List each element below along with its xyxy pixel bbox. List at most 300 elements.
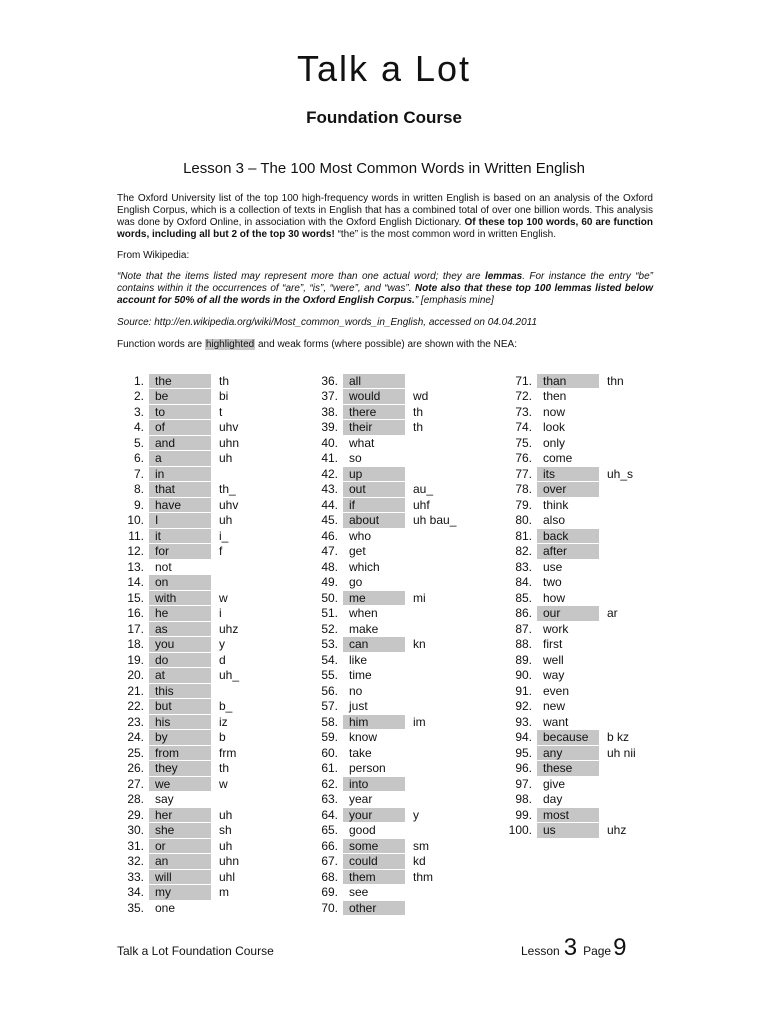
word-row <box>496 652 636 668</box>
word-rank: 18. <box>127 637 144 652</box>
word-row <box>302 869 456 885</box>
word-row <box>108 730 239 746</box>
word-row <box>496 435 636 451</box>
word-rank: 91. <box>515 683 532 698</box>
function-word: you <box>149 637 211 652</box>
weak-form: i <box>219 606 222 621</box>
word-row <box>108 451 239 467</box>
page-title: Talk a Lot <box>296 48 472 89</box>
word-rank: 84. <box>515 575 532 590</box>
word-row <box>496 451 636 467</box>
content-word: come <box>543 451 573 465</box>
word-row <box>302 668 456 684</box>
function-word: he <box>149 606 211 621</box>
word-row <box>302 606 456 622</box>
function-word: could <box>343 854 405 869</box>
word-row <box>108 513 239 529</box>
word-row <box>108 482 239 498</box>
word-row <box>108 621 239 637</box>
content-word: person <box>349 761 386 775</box>
word-rank: 12. <box>127 544 144 559</box>
word-rank: 76. <box>515 451 532 466</box>
word-row <box>108 606 239 622</box>
word-rank: 55. <box>321 668 338 683</box>
word-row <box>302 590 456 606</box>
function-word: she <box>149 823 211 838</box>
weak-form: im <box>413 714 426 729</box>
word-row <box>108 590 239 606</box>
word-rank: 85. <box>515 590 532 605</box>
word-row <box>108 544 239 560</box>
quote-text-2: . For instance the entry “be” contains within it the occurrences of “are”, “is”, “were”, and “was”. <box>117 271 653 294</box>
content-word: work <box>543 621 569 636</box>
weak-form: thn <box>607 373 624 388</box>
content-word: day <box>543 792 563 806</box>
word-column-2 <box>302 373 456 916</box>
word-rank: 37. <box>321 389 338 404</box>
word-row <box>302 466 456 482</box>
content-word: just <box>349 699 368 713</box>
word-row <box>302 451 456 467</box>
word-row <box>108 683 239 699</box>
content-word: look <box>543 420 566 434</box>
wikipedia-quote <box>117 271 653 307</box>
content-word: know <box>349 730 378 744</box>
word-rank: 1. <box>133 373 144 388</box>
content-word: use <box>543 559 563 574</box>
word-rank: 47. <box>321 544 338 559</box>
word-rank: 2. <box>133 389 144 404</box>
word-row <box>302 761 456 777</box>
word-rank: 9. <box>133 497 144 512</box>
word-row <box>108 699 239 715</box>
word-rank: 70. <box>321 900 338 915</box>
function-word: on <box>149 575 211 590</box>
weak-form: frm <box>219 745 237 760</box>
quote-text-1: “Note that the items listed may represent more than one actual word; they are <box>117 271 485 282</box>
word-rank: 49. <box>321 575 338 590</box>
weak-form: f <box>219 544 223 559</box>
function-word: can <box>343 637 405 652</box>
word-rank: 38. <box>321 404 338 419</box>
content-word: see <box>349 885 369 899</box>
function-word: but <box>149 699 211 714</box>
word-row <box>496 559 636 575</box>
function-word: an <box>149 854 211 869</box>
word-row <box>496 621 636 637</box>
word-row <box>302 900 456 916</box>
word-rank: 58. <box>321 714 338 729</box>
content-word: get <box>349 544 366 558</box>
word-row <box>496 544 636 560</box>
weak-form: au_ <box>413 482 434 497</box>
word-rank: 63. <box>321 792 338 807</box>
intro-text-2: “the” is the most common word in written English. <box>334 229 556 240</box>
word-row <box>302 544 456 560</box>
word-row <box>302 559 456 575</box>
weak-form: uh bau_ <box>413 513 457 528</box>
word-row <box>108 807 239 823</box>
footer-page-number: 9 <box>613 934 627 961</box>
word-row <box>108 792 239 808</box>
weak-form: uhn <box>219 435 240 450</box>
word-rank: 42. <box>321 466 338 481</box>
word-row <box>302 482 456 498</box>
word-rank: 39. <box>321 420 338 435</box>
function-word: him <box>343 715 405 730</box>
function-word: any <box>537 746 599 761</box>
weak-form: b kz <box>607 730 630 745</box>
weak-form: y <box>219 637 225 652</box>
word-row <box>108 497 239 513</box>
content-word: time <box>349 668 372 682</box>
function-word: my <box>149 885 211 900</box>
content-word: give <box>543 776 566 791</box>
weak-form: uhz <box>607 823 627 838</box>
word-row <box>108 559 239 575</box>
word-row <box>496 761 636 777</box>
word-rank: 34. <box>127 885 144 900</box>
word-column-3 <box>496 373 636 838</box>
note-highlight-sample: highlighted <box>205 339 255 350</box>
word-row <box>108 714 239 730</box>
word-rank: 53. <box>321 637 338 652</box>
word-rank: 31. <box>127 838 144 853</box>
word-rank: 96. <box>515 761 532 776</box>
word-rank: 27. <box>127 776 144 791</box>
footer-page-label: Page <box>583 944 612 958</box>
word-rank: 69. <box>321 885 338 900</box>
word-rank: 28. <box>127 792 144 807</box>
function-word: their <box>343 420 405 435</box>
word-row <box>302 389 456 405</box>
word-rank: 66. <box>321 838 338 853</box>
function-word: to <box>149 405 211 420</box>
content-word: then <box>543 389 567 403</box>
word-rank: 81. <box>515 528 532 543</box>
word-rank: 78. <box>515 482 532 497</box>
word-row <box>302 745 456 761</box>
weak-form: uh <box>219 807 233 822</box>
word-rank: 41. <box>321 451 338 466</box>
word-row <box>496 668 636 684</box>
function-word: at <box>149 668 211 683</box>
weak-form: uh <box>219 838 233 853</box>
from-label: From Wikipedia: <box>117 250 190 261</box>
content-word: take <box>349 745 372 760</box>
intro-paragraph <box>117 193 653 241</box>
content-word: go <box>349 575 363 589</box>
content-word: new <box>543 699 566 713</box>
word-row <box>496 420 636 436</box>
word-row <box>108 745 239 761</box>
word-rank: 72. <box>515 389 532 404</box>
weak-form: th <box>219 373 230 388</box>
word-rank: 62. <box>321 776 338 791</box>
function-word: and <box>149 436 211 451</box>
word-rank: 32. <box>127 854 144 869</box>
word-rank: 14. <box>127 575 144 590</box>
word-row <box>108 885 239 901</box>
function-word: that <box>149 482 211 497</box>
weak-form: b_ <box>219 699 233 714</box>
word-rank: 48. <box>321 559 338 574</box>
word-row <box>302 435 456 451</box>
word-row <box>496 714 636 730</box>
function-word: his <box>149 715 211 730</box>
word-row <box>302 776 456 792</box>
word-rank: 67. <box>321 854 338 869</box>
function-word: about <box>343 513 405 528</box>
weak-form: iz <box>219 714 228 729</box>
word-row <box>108 869 239 885</box>
weak-form: uh <box>219 513 233 528</box>
word-rank: 94. <box>515 730 532 745</box>
word-rank: 16. <box>127 606 144 621</box>
weak-form: y <box>413 807 419 822</box>
content-word: who <box>349 528 372 543</box>
word-rank: 64. <box>321 807 338 822</box>
word-rank: 43. <box>321 482 338 497</box>
word-rank: 71. <box>515 373 532 388</box>
word-rank: 68. <box>321 869 338 884</box>
function-word: us <box>537 823 599 838</box>
function-word: after <box>537 544 599 559</box>
word-row <box>302 699 456 715</box>
function-word: into <box>343 777 405 792</box>
weak-form: uhf <box>413 497 430 512</box>
word-row <box>302 513 456 529</box>
content-word: say <box>155 792 174 806</box>
content-word: also <box>543 513 566 527</box>
word-rank: 77. <box>515 466 532 481</box>
content-word: which <box>349 559 380 574</box>
function-word: back <box>537 529 599 544</box>
word-row <box>302 792 456 808</box>
content-word: well <box>543 652 564 667</box>
word-row <box>496 575 636 591</box>
word-rank: 100. <box>508 823 532 838</box>
word-rank: 6. <box>133 451 144 466</box>
word-row <box>496 683 636 699</box>
intro-bold: Of these top 100 words, 60 are function words, including all but 2 of the top 30 words! <box>117 217 653 240</box>
word-row <box>108 389 239 405</box>
word-row <box>302 730 456 746</box>
weak-form: uhv <box>219 420 239 435</box>
function-word: of <box>149 420 211 435</box>
weak-form: th <box>413 420 424 435</box>
weak-form: mi <box>413 590 426 605</box>
weak-form: ar <box>607 606 618 621</box>
function-word: it <box>149 529 211 544</box>
quote-bold: Note also that these top 100 lemmas listed below account for 50% of all the words in the Oxford English Corpus. <box>117 283 654 306</box>
word-row <box>302 373 456 389</box>
word-row <box>108 528 239 544</box>
function-word: them <box>343 870 405 885</box>
word-rank: 82. <box>515 544 532 559</box>
footer-lesson-label: Lesson <box>521 944 560 958</box>
content-word: one <box>155 900 176 915</box>
word-rank: 30. <box>127 823 144 838</box>
function-word: we <box>149 777 211 792</box>
word-rank: 95. <box>515 745 532 760</box>
function-word: as <box>149 622 211 637</box>
word-rank: 57. <box>321 699 338 714</box>
function-word: I <box>149 513 211 528</box>
quote-text-3: ” [emphasis mine] <box>414 295 494 306</box>
content-word: so <box>349 451 362 465</box>
word-rank: 4. <box>133 420 144 435</box>
weak-form: b <box>219 730 226 745</box>
content-word: think <box>543 497 569 512</box>
word-rank: 11. <box>128 528 144 543</box>
word-rank: 51. <box>321 606 338 621</box>
word-row <box>302 885 456 901</box>
content-word: what <box>349 435 375 450</box>
intro-text-1: The Oxford University list of the top 100 high-frequency words in written English is based on an analysis of the Oxford English Corpus, which is a collection of texts in English that has a combined total of over one billion words. This analysis was done by Oxford Online, in association with the Oxford English Dictionary. <box>117 193 653 228</box>
weak-form: kn <box>413 637 426 652</box>
word-row <box>108 435 239 451</box>
content-word: year <box>349 792 373 806</box>
weak-form: t <box>219 404 223 419</box>
function-word: than <box>537 374 599 389</box>
word-row <box>108 668 239 684</box>
word-rank: 35. <box>127 900 144 915</box>
word-rank: 80. <box>515 513 532 528</box>
word-rank: 3. <box>133 404 144 419</box>
footer-page-info <box>521 934 626 962</box>
word-row <box>108 854 239 870</box>
word-row <box>108 420 239 436</box>
word-row <box>496 637 636 653</box>
word-rank: 45. <box>321 513 338 528</box>
function-word: a <box>149 451 211 466</box>
content-word: how <box>543 590 566 605</box>
weak-form: i_ <box>219 528 229 543</box>
footer-lesson-number: 3 <box>563 934 578 961</box>
weak-form: wd <box>413 389 429 404</box>
function-word: with <box>149 591 211 606</box>
word-rank: 83. <box>515 559 532 574</box>
function-word: be <box>149 389 211 404</box>
content-word: not <box>155 559 172 574</box>
function-word: from <box>149 746 211 761</box>
word-row <box>496 482 636 498</box>
word-rank: 50. <box>321 590 338 605</box>
weak-form: uh_ <box>219 668 240 683</box>
function-word: they <box>149 761 211 776</box>
word-rank: 29. <box>127 807 144 822</box>
weak-form: uhn <box>219 854 240 869</box>
word-row <box>302 683 456 699</box>
word-rank: 52. <box>321 621 338 636</box>
word-rank: 90. <box>515 668 532 683</box>
function-word: the <box>149 374 211 389</box>
word-row <box>496 590 636 606</box>
content-word: two <box>543 575 562 589</box>
weak-form: th_ <box>219 482 236 497</box>
word-row <box>496 404 636 420</box>
word-rank: 87. <box>515 621 532 636</box>
word-rank: 40. <box>321 435 338 450</box>
function-word: these <box>537 761 599 776</box>
content-word: even <box>543 683 570 698</box>
word-row <box>108 761 239 777</box>
content-word: first <box>543 637 563 651</box>
word-rank: 92. <box>515 699 532 714</box>
word-rank: 5. <box>133 435 144 450</box>
word-row <box>108 575 239 591</box>
function-word: would <box>343 389 405 404</box>
note-after: and weak forms (where possible) are shown with the NEA: <box>255 339 517 350</box>
function-word: most <box>537 808 599 823</box>
word-rank: 33. <box>127 869 144 884</box>
word-row <box>302 838 456 854</box>
word-rank: 24. <box>127 730 144 745</box>
content-word: way <box>543 668 565 682</box>
word-rank: 88. <box>515 637 532 652</box>
quote-lemmas: lemmas <box>484 271 523 282</box>
word-row <box>302 652 456 668</box>
word-row <box>302 621 456 637</box>
weak-form: d <box>219 652 226 667</box>
weak-form: uh <box>219 451 233 466</box>
function-word: other <box>343 901 405 916</box>
weak-form: uh_s <box>607 466 634 481</box>
word-row <box>496 513 636 529</box>
content-word: only <box>543 435 566 450</box>
word-rank: 44. <box>321 497 338 512</box>
word-rank: 10. <box>127 513 144 528</box>
function-word: or <box>149 839 211 854</box>
word-rank: 86. <box>515 606 532 621</box>
word-column-1 <box>108 373 239 916</box>
function-word: have <box>149 498 211 513</box>
source-citation: Source: http://en.wikipedia.org/wiki/Most_common_words_in_English, accessed on 04.04.2011 <box>117 317 538 328</box>
function-word: out <box>343 482 405 497</box>
word-row <box>108 823 239 839</box>
word-row <box>108 652 239 668</box>
content-word: make <box>349 621 379 636</box>
content-word: like <box>349 652 368 667</box>
word-row <box>496 699 636 715</box>
word-rank: 60. <box>321 745 338 760</box>
word-row <box>108 637 239 653</box>
function-word: because <box>537 730 599 745</box>
word-row <box>302 637 456 653</box>
word-rank: 79. <box>515 497 532 512</box>
word-rank: 22. <box>127 699 144 714</box>
word-row <box>108 404 239 420</box>
word-row <box>108 900 239 916</box>
word-row <box>302 420 456 436</box>
word-rank: 73. <box>515 404 532 419</box>
word-row <box>496 792 636 808</box>
word-row <box>108 838 239 854</box>
function-word: its <box>537 467 599 482</box>
word-rank: 65. <box>321 823 338 838</box>
weak-form: thm <box>413 869 434 884</box>
word-row <box>302 807 456 823</box>
word-rank: 98. <box>515 792 532 807</box>
weak-form: bi <box>219 389 229 404</box>
function-word: will <box>149 870 211 885</box>
word-row <box>496 389 636 405</box>
word-row <box>496 497 636 513</box>
word-rank: 17. <box>127 621 144 636</box>
page-subtitle: Foundation Course <box>306 108 462 127</box>
word-row <box>496 776 636 792</box>
